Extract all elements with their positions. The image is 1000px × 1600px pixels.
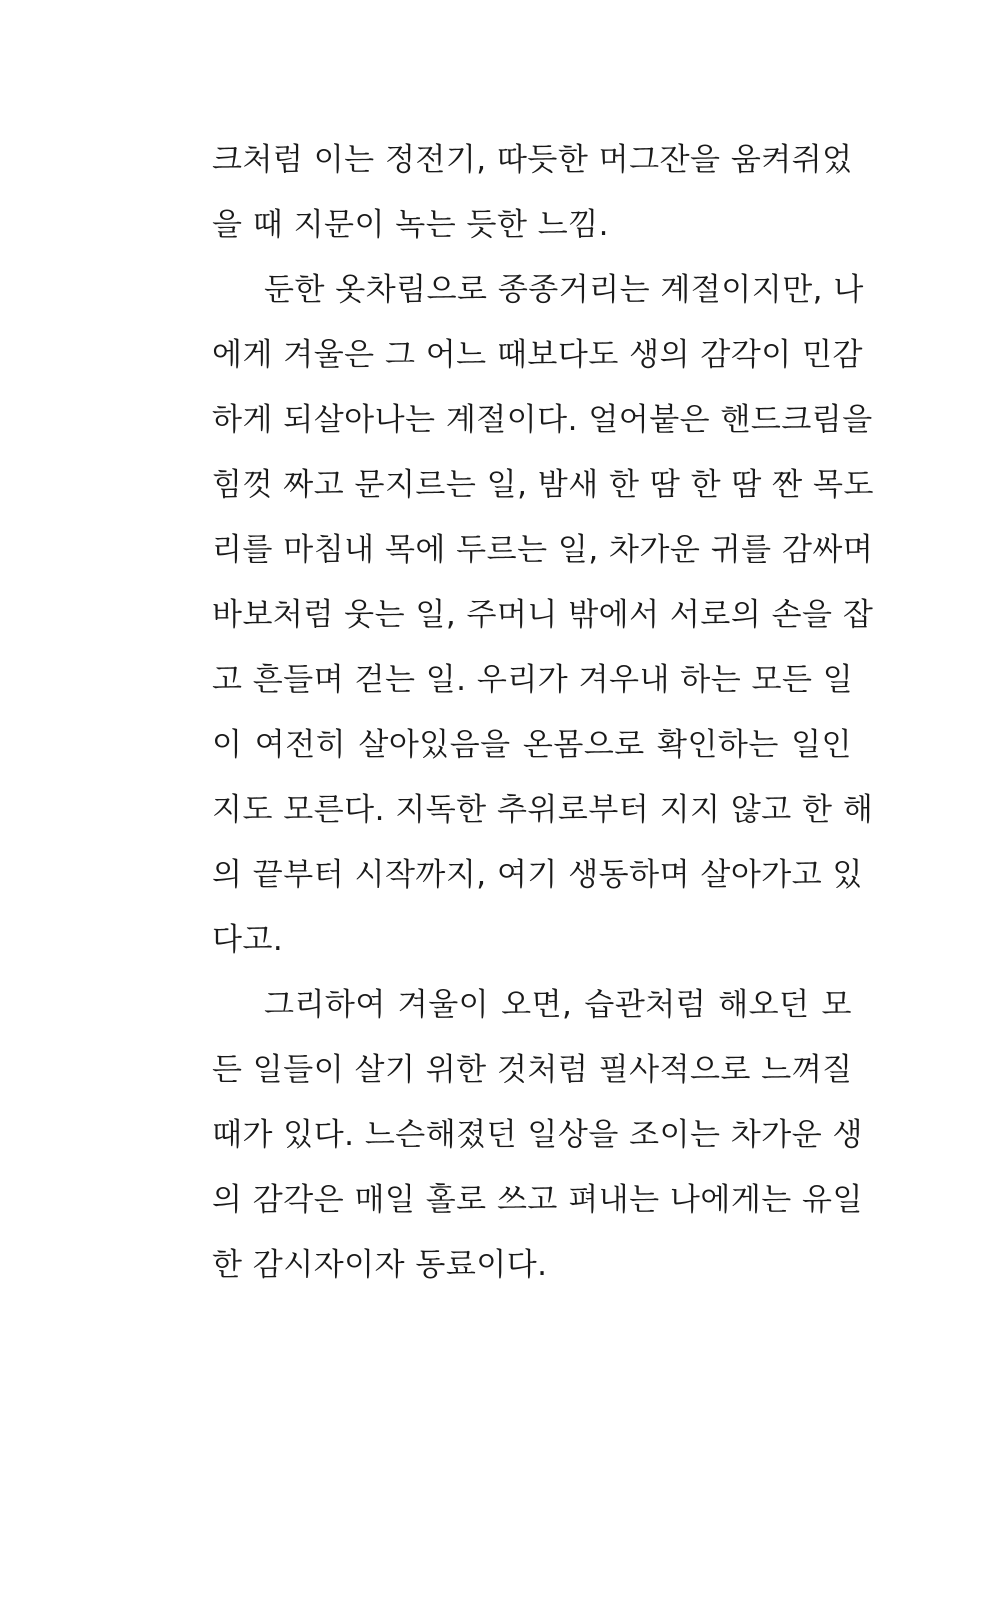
text-line: 의 감각은 매일 홀로 쓰고 펴내는 나에게는 유일 <box>212 1182 863 1218</box>
text-line: 하게 되살아나는 계절이다. 얼어붙은 핸드크림을 <box>212 402 873 438</box>
text-line: 한 감시자이자 동료이다. <box>212 1247 548 1283</box>
text-line: 때가 있다. 느슨해졌던 일상을 조이는 차가운 생 <box>212 1117 863 1153</box>
text-line: 리를 마침내 목에 두르는 일, 차가운 귀를 감싸며 <box>212 532 874 568</box>
text-line: 의 끝부터 시작까지, 여기 생동하며 살아가고 있 <box>212 857 863 893</box>
text-line: 을 때 지문이 녹는 듯한 느낌. <box>212 207 610 243</box>
text-line: 고 흔들며 걷는 일. 우리가 겨우내 하는 모든 일 <box>212 662 854 698</box>
text-line: 에게 겨울은 그 어느 때보다도 생의 감각이 민감 <box>212 337 863 373</box>
paragraph-start-line: 그리하여 겨울이 오면, 습관처럼 해오던 모 <box>264 987 852 1023</box>
text-line: 든 일들이 살기 위한 것처럼 필사적으로 느껴질 <box>212 1052 853 1088</box>
text-line: 바보처럼 웃는 일, 주머니 밖에서 서로의 손을 잡 <box>212 597 874 633</box>
body-text <box>212 128 874 1298</box>
text-line: 지도 모른다. 지독한 추위로부터 지지 않고 한 해 <box>212 792 874 828</box>
text-line: 크처럼 이는 정전기, 따듯한 머그잔을 움켜쥐었 <box>212 142 853 178</box>
text-line: 힘껏 짜고 문지르는 일, 밤새 한 땀 한 땀 짠 목도 <box>212 467 874 503</box>
text-line: 다고. <box>212 922 284 958</box>
text-line: 이 여전히 살아있음을 온몸으로 확인하는 일인 <box>212 727 852 763</box>
paragraph-start-line: 둔한 옷차림으로 종종거리는 계절이지만, 나 <box>264 272 864 308</box>
